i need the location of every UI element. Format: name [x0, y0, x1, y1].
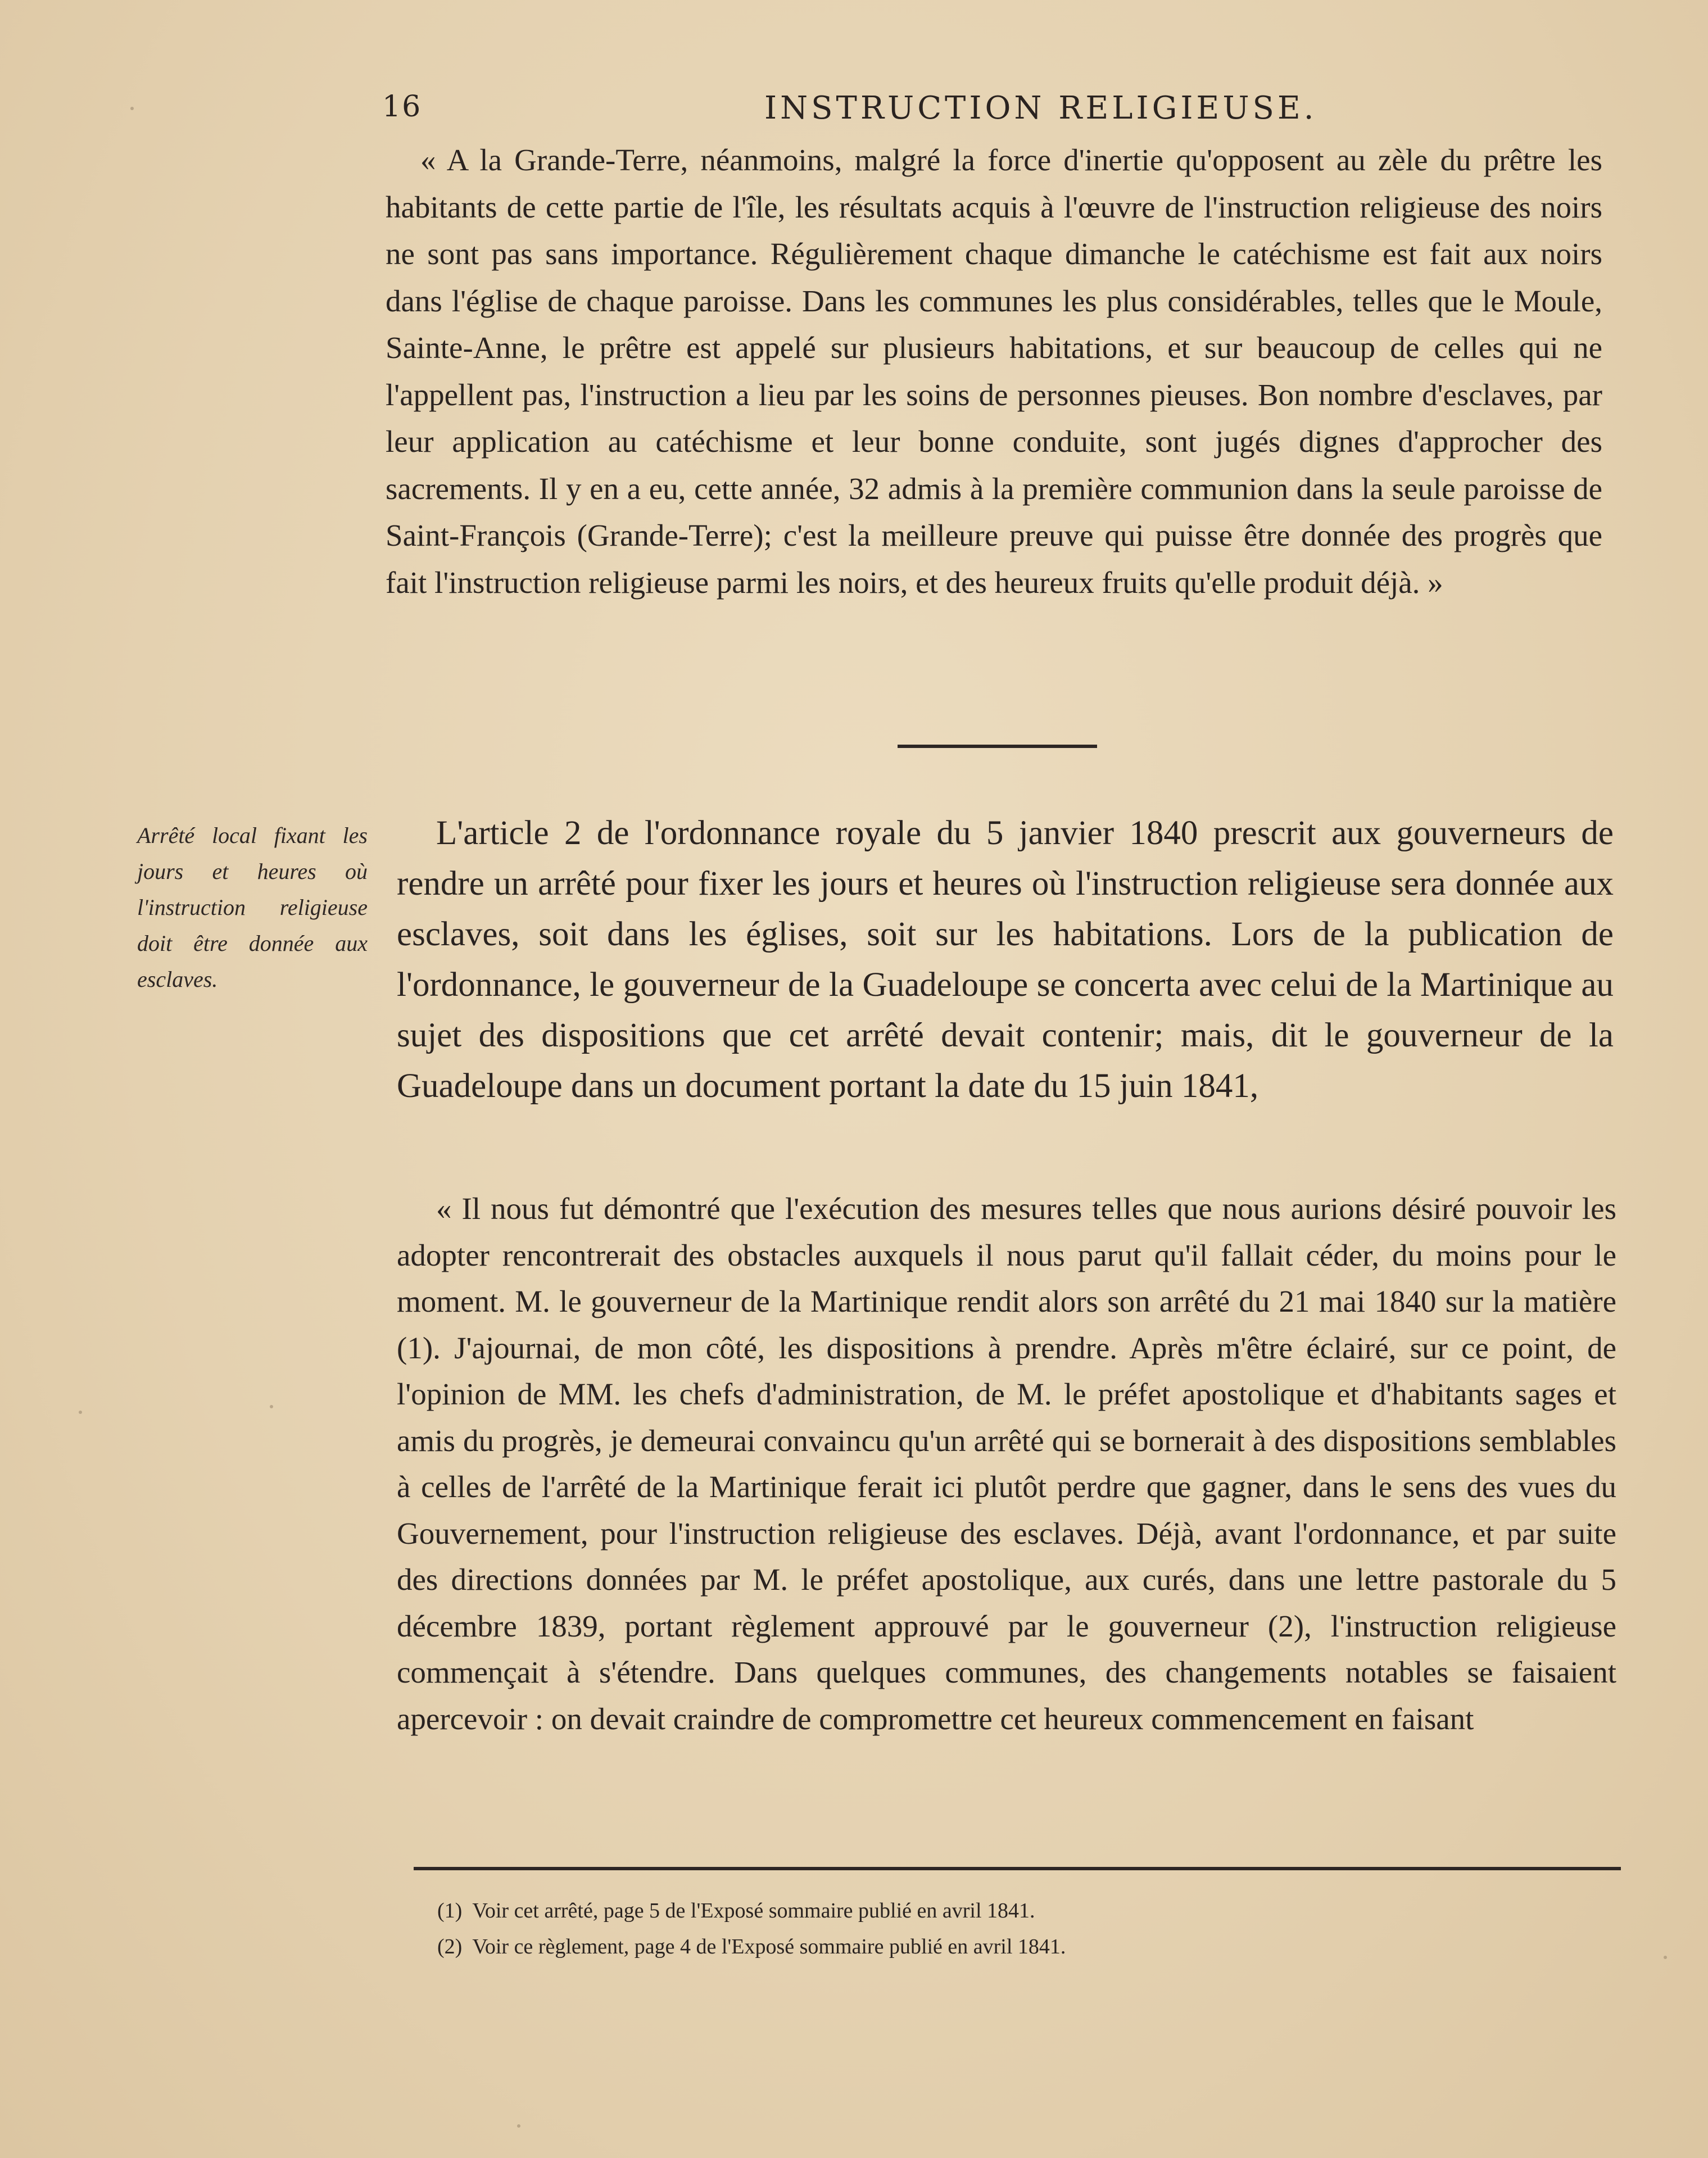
paper-speck: [1664, 1956, 1667, 1959]
footnote-text: Voir cet arrêté, page 5 de l'Exposé sommaire publié en avril 1841.: [472, 1899, 1035, 1923]
footnotes: [437, 1893, 1561, 1965]
footnote: [437, 1929, 1561, 1965]
quote-paragraph-gouverneur: « Il nous fut démontré que l'exécution des mesures telles que nous aurions désiré pouvoir les adopter rencontrerait des obstacles auxquels il nous parut qu'il fallait céder, du moins pour le moment. M. le gouverneur de la Martinique rendit alors son arrêté du 21 mai 1840 sur la matière (1). J'ajournai, de mon côté, les dispositions à prendre. Après m'être éclairé, sur ce point, de l'opinion de MM. les chefs d'administration, de M. le préfet apostolique et d'habitants sages et amis du progrès, je demeurai convaincu qu'un arrêté qui se bornerait à des dispositions semblables à celles de l'arrêté de la Martinique ferait ici plutôt perdre que gagner, dans le sens des vues du Gouvernement, pour l'instruction religieuse des esclaves. Déjà, avant l'ordonnance, et par suite des directions données par M. le préfet apostolique, aux curés, dans une lettre pastorale du 5 décembre 1839, portant règlement approuvé par le gouverneur (2), l'instruction religieuse commençait à s'étendre. Dans quelques communes, des changements notables se faisaient apercevoir : on devait craindre de compromettre cet heureux commencement en faisant: [397, 1191, 1616, 1736]
paper-speck: [517, 2124, 520, 2128]
footnote-text: Voir ce règlement, page 4 de l'Exposé sommaire publié en avril 1841.: [472, 1935, 1066, 1958]
margin-note: Arrêté local fixant les jours et heures où l'instruction religieuse doit être donnée aux esclaves.: [137, 823, 368, 992]
paper-speck: [270, 1405, 273, 1408]
paragraph-ordonnance: L'article 2 de l'ordonnance royale du 5 janvier 1840 prescrit aux gouverneurs de rendre un arrêté pour fixer les jours et heures où l'instruction religieuse sera donnée aux esclaves, soit dans les églises, soit sur les habitations. Lors de la publication de l'ordonnance, le gouverneur de la Guadeloupe se concerta avec celui de la Martinique au sujet des dispositions que cet arrêté devait contenir; mais, dit le gouverneur de la Guadeloupe dans un document portant la date du 15 juin 1841,: [397, 814, 1614, 1105]
running-head: [382, 90, 1619, 135]
running-title: INSTRUCTION RELIGIEUSE.: [764, 90, 1317, 126]
footnote-marker: (1): [437, 1899, 463, 1923]
paper-speck: [130, 107, 134, 110]
paper-speck: [79, 1411, 82, 1414]
page-number: 16: [382, 90, 422, 124]
section-divider: [898, 745, 1097, 748]
quote-paragraph-grande-terre: « A la Grande-Terre, néanmoins, malgré la force d'inertie qu'opposent au zèle du prêtre les habitants de cette partie de l'île, les résultats acquis à l'œuvre de l'instruction religieuse des noirs ne sont pas sans importance. Régulièrement chaque dimanche le catéchisme est fait aux noirs dans l'église de chaque paroisse. Dans les communes les plus considérables, telles que le Moule, Sainte-Anne, le prêtre est appelé sur plusieurs habitations, et sur beaucoup de celles qui ne l'appellent pas, l'instruction a lieu par les soins de personnes pieuses. Bon nombre d'esclaves, par leur application au catéchisme et leur bonne conduite, sont jugés dignes d'approcher des sacrements. Il y en a eu, cette année, 32 admis à la première communion dans la seule paroisse de Saint-François (Grande-Terre); c'est la meilleure preuve qui puisse être donnée des progrès que fait l'instruction religieuse parmi les noirs, et des heureux fruits qu'elle produit déjà. »: [386, 143, 1602, 600]
footnote-rule: [414, 1867, 1621, 1870]
footnote-marker: (2): [437, 1935, 463, 1958]
footnote: [437, 1893, 1561, 1929]
